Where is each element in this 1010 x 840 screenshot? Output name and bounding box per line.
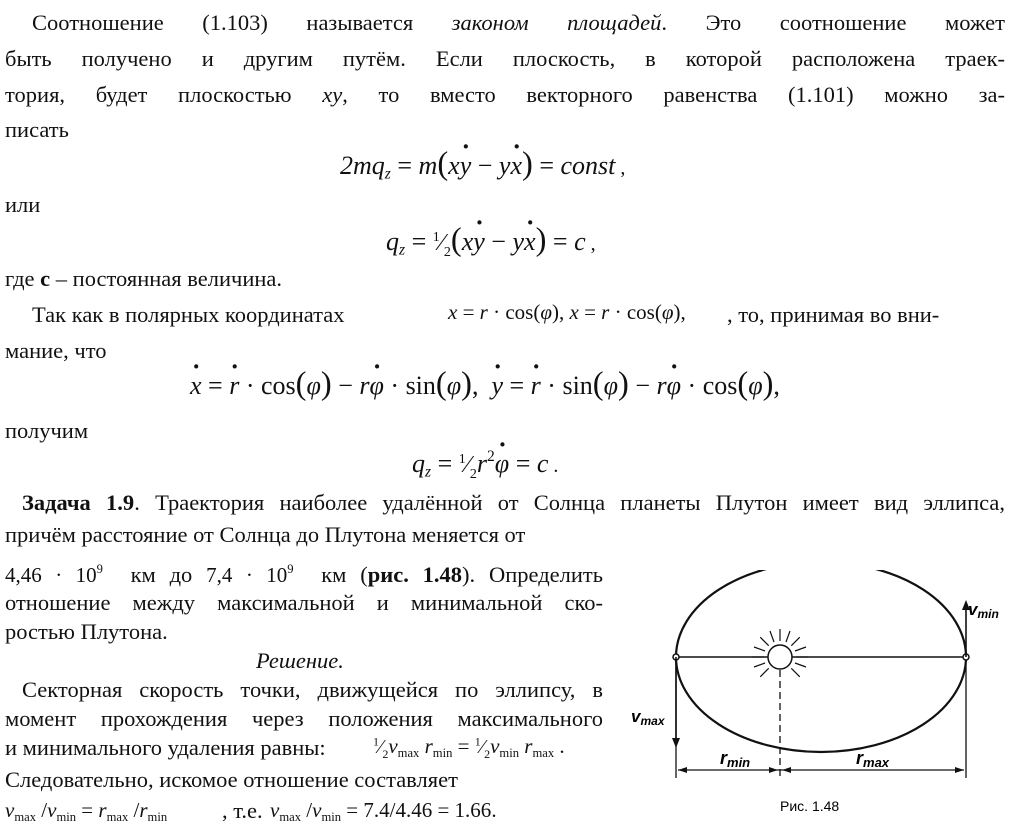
text-polar-b: , то, принимая во вни-: [727, 302, 940, 327]
task-line-4: отношение между максимальной и минимальной ско-: [5, 590, 603, 615]
orbit-figure: [620, 570, 1010, 835]
text-line-2: быть получено и другим путём. Если плоскость, в которой расположена траек-: [5, 46, 1005, 71]
task-line-1: [22, 490, 1005, 516]
r-min-label: rmin: [720, 748, 751, 770]
text-polar-a: Так как в полярных координатах: [32, 302, 345, 327]
solution-text-ie: , т.е.: [222, 798, 263, 823]
text-line-1: [32, 10, 1005, 36]
text-line-4: писать: [5, 117, 69, 142]
distance-min-value: $4,46 \cdot 10^9$: [5, 562, 103, 587]
dim-arrow-left-2: [769, 767, 778, 773]
variable-xy: xy: [322, 82, 343, 107]
solution-line-2: момент прохождения через положения максимального: [5, 706, 603, 731]
figure-caption: Рис. 1.48: [780, 798, 840, 814]
v-max-arrowhead: [672, 738, 680, 748]
text-span: – постоянная величина.: [50, 266, 283, 291]
text-or: или: [5, 192, 41, 217]
constant-c: c: [40, 266, 51, 291]
v-min-label: vmin: [968, 600, 999, 621]
solution-heading: Решение.: [256, 648, 344, 673]
text-we-get: получим: [5, 418, 89, 443]
solution-line-4: Следовательно, искомое отношение составляет: [5, 767, 458, 792]
dim-arrow-left-1: [678, 767, 687, 773]
ratio-value: 7.4/4.46 = 1.66: [363, 798, 492, 822]
formula-area-law-vector: $2mq_z = m(xy$ · − yx ·) = const ,: [340, 146, 625, 184]
formula-qz-xy: $q_z$ = $^1⁄_2(xy$ · − yx ·) = c ,: [386, 222, 596, 261]
text-where-c: [5, 266, 282, 292]
orbit-ellipse: [676, 570, 966, 752]
formula-sector-velocity: $^1⁄_2v_{max}$ $r_{min}$ = $^1⁄_2v_{min}$ $r_{max}$ .: [373, 734, 565, 761]
text-span: км (: [321, 561, 368, 587]
solution-line-1: Секторная скорость точки, движущейся по эллипсу, в: [22, 677, 603, 702]
sun-icon: [752, 629, 808, 677]
v-max-label: vmax: [631, 707, 665, 728]
task-line-2: причём расстояние от Солнца до Плутона меняется от: [5, 522, 526, 547]
figure-reference: рис. 1.48: [367, 561, 463, 587]
formula-polar-coords: x = r · cos(φ), x = r · cos(φ),: [448, 300, 686, 324]
r-max-label: rmax: [856, 748, 890, 770]
task-line-5: ростью Плутона.: [5, 619, 168, 644]
task-line-3: [5, 556, 603, 588]
text-polar-c: мание, что: [5, 338, 107, 363]
text-line-3: [5, 82, 1005, 108]
text-span: . Это соотношение может: [661, 10, 1005, 35]
text-span: ). Определить: [462, 561, 604, 587]
text-span: Соотношение (1.103) называется: [32, 10, 414, 35]
text-span: где: [5, 266, 35, 291]
dim-arrow-right-1: [782, 767, 791, 773]
text-span: км до: [130, 561, 193, 587]
emphasis-term: законом площадей: [451, 10, 662, 35]
solution-line-3: и минимального удаления равны:: [5, 735, 326, 760]
formula-velocity-polar: x · = r · · cos(φ) − rφ · · sin(φ), y · = r · · sin(φ) − rφ · · cos(φ),: [190, 366, 780, 403]
formula-ratio-result: $v_{max}$ $/v_{min} = 7.4/4.46 = 1.66$.: [270, 798, 497, 824]
formula-velocity-ratio: $v_{max}$ $/v_{min} = r_{max}$ $/r_{min}$: [5, 798, 168, 824]
formula-qz-polar: $q_z$ = $^1⁄_2r^2\varphi$ · = c .: [412, 448, 558, 483]
text-span: тория, будет плоскостью: [5, 82, 292, 107]
task-title: Задача 1.9: [22, 490, 135, 515]
text-span: . Траектория наиболее удалённой от Солнца планеты Плутон имеет вид эллипса,: [134, 490, 1005, 515]
distance-max-value: $7,4 \cdot 10^9$: [206, 562, 294, 587]
text-span: , то вместо векторного равенства (1.101) можно за-: [342, 82, 1006, 107]
dim-arrow-right-2: [955, 767, 964, 773]
